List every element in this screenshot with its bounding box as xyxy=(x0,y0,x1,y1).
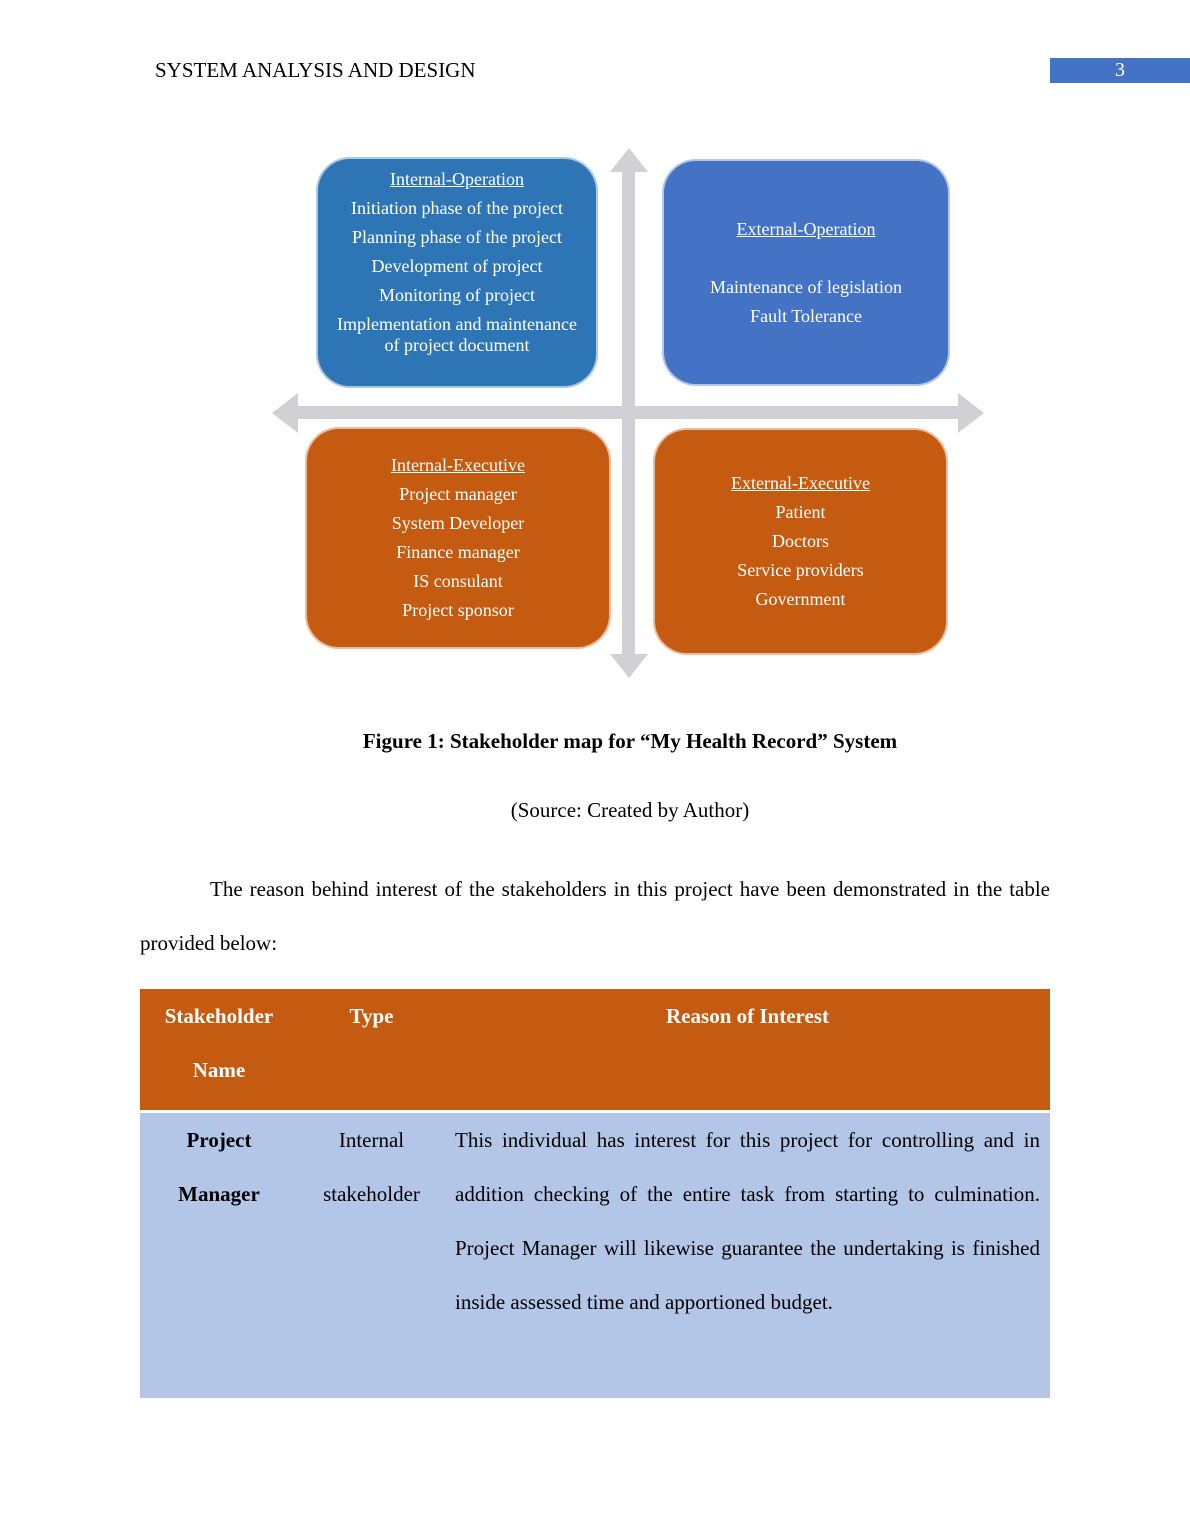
box-item: Fault Tolerance xyxy=(750,305,862,326)
arrow-left-icon xyxy=(272,393,298,433)
body-paragraph: The reason behind interest of the stakeholders in this project have been demonstrated in the table provided below: xyxy=(140,877,1050,955)
reason-cell: This individual has interest for this project for controlling and in addition checking of the entire task from starting to culmination. Project Manager will likewise guarantee the undertaking is finished inside assessed time and apportioned budget. xyxy=(445,1112,1050,1399)
box-title: External-Operation xyxy=(736,218,876,239)
box-item: Project manager xyxy=(399,484,517,504)
box-item: System Developer xyxy=(391,513,525,533)
horizontal-axis xyxy=(292,406,964,419)
arrow-down-icon xyxy=(610,654,648,678)
box-item: Implementation and maintenance of project document xyxy=(337,314,577,355)
table-header-row xyxy=(140,989,1050,1112)
running-header: SYSTEM ANALYSIS AND DESIGN xyxy=(155,58,476,82)
box-item: Development of project xyxy=(371,256,543,276)
figure-caption: Figure 1: Stakeholder map for “My Health Record” System xyxy=(362,729,898,753)
box-item: Finance manager xyxy=(396,542,520,562)
arrow-up-icon xyxy=(610,148,648,172)
arrow-right-icon xyxy=(958,393,984,433)
box-item: Maintenance of legislation xyxy=(710,276,902,297)
box-item: IS consulant xyxy=(413,571,503,591)
box-title: Internal-Operation xyxy=(390,169,524,189)
external-executive-box xyxy=(653,428,948,655)
type-cell: Internal stakeholder xyxy=(298,1112,445,1399)
box-item: Monitoring of project xyxy=(379,285,535,305)
box-title: External-Executive xyxy=(731,473,870,493)
stakeholder-table xyxy=(140,989,1050,1398)
page-number: 3 xyxy=(1050,58,1190,83)
stakeholder-name-cell: Project Manager xyxy=(140,1112,298,1399)
box-item: Service providers xyxy=(737,560,864,580)
box-item: Project sponsor xyxy=(402,600,514,620)
box-item: Patient xyxy=(775,502,826,522)
box-item: Doctors xyxy=(772,531,829,551)
column-header: Type xyxy=(298,989,445,1112)
box-item: Government xyxy=(755,589,846,609)
box-item: Initiation phase of the project xyxy=(351,198,563,218)
internal-executive-box xyxy=(305,427,611,649)
internal-operation-box xyxy=(316,157,598,388)
table-row xyxy=(140,1112,1050,1399)
box-title: Internal-Executive xyxy=(391,455,525,475)
figure-source: (Source: Created by Author) xyxy=(510,798,750,822)
external-operation-box xyxy=(662,159,950,386)
column-header: Reason of Interest xyxy=(445,989,1050,1112)
column-header: Stakeholder Name xyxy=(140,989,298,1112)
box-item: Planning phase of the project xyxy=(352,227,562,247)
